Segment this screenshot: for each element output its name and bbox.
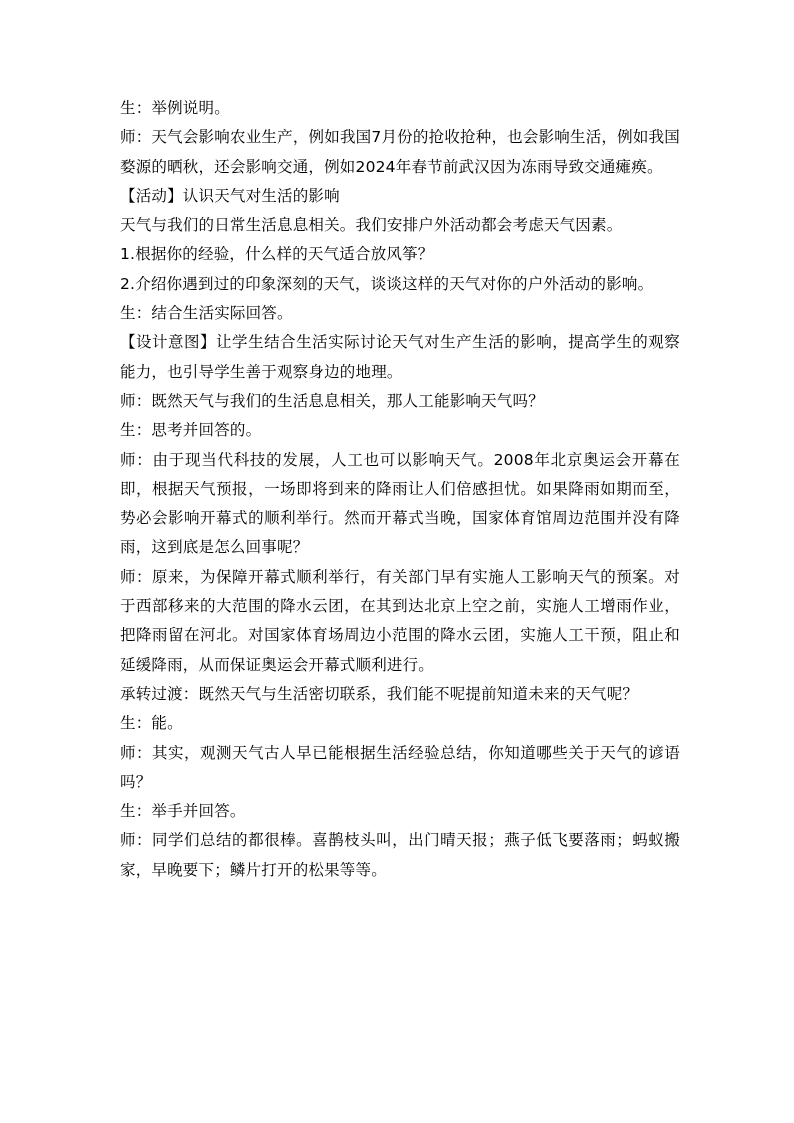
paragraph-activity-intro: 天气与我们的日常生活息息相关。我们安排户外活动都会考虑天气因素。 <box>120 216 623 235</box>
document-body <box>120 94 680 885</box>
paragraph-student-example: 生：举例说明。 <box>120 99 230 117</box>
paragraph-teacher-summary: 师：同学们总结的都很棒。喜鹊枝头叫，出门晴天报；燕子低飞要落雨；蚂蚁搬家，早晚要下；鳞片打开的松果等等。 <box>120 831 680 879</box>
paragraph-student-think: 生：思考并回答的。 <box>120 421 262 440</box>
paragraph-teacher-weather-impact: 师：天气会影响农业生产，例如我国7月份的抢收抢种，也会影响生活，例如我国婺源的晒秋，还会影响交通，例如2024年春节前武汉因为冻雨导致交通瘫痪。 <box>120 128 680 176</box>
paragraph-teacher-explanation: 师：原来，为保障开幕式顺利举行，有关部门早有实施人工影响天气的预案。对于西部移来的大范围的降水云团，在其到达北京上空之前，实施人工增雨作业，把降雨留在河北。对国家体育场周边小范围的降水云团，实施人工干预，阻止和延缓降雨，从而保证奥运会开幕式顺利进行。 <box>120 567 680 674</box>
paragraph-teacher-olympics: 师：由于现当代科技的发展，人工也可以影响天气。2008年北京奥运会开幕在即，根据天气预报，一场即将到来的降雨让人们倍感担忧。如果降雨如期而至，势必会影响开幕式的顺利举行。然而开幕式当晚，国家体育馆周边范围并没有降雨，这到底是怎么回事呢？ <box>120 450 680 557</box>
paragraph-teacher-proverbs: 师：其实，观测天气古人早已能根据生活经验总结，你知道哪些关于天气的谚语吗？ <box>120 743 680 791</box>
paragraph-student-raise-hand: 生：举手并回答。 <box>120 802 246 821</box>
paragraph-student-yes: 生：能。 <box>120 714 183 733</box>
paragraph-question-1: 1.根据你的经验，什么样的天气适合放风筝？ <box>120 245 434 264</box>
paragraph-teacher-question: 师：既然天气与我们的生活息息相关，那人工能影响天气吗？ <box>120 391 544 410</box>
paragraph-student-answer: 生：结合生活实际回答。 <box>120 304 293 323</box>
paragraph-transition: 承转过渡：既然天气与生活密切联系，我们能不呢提前知道未来的天气呢？ <box>120 684 639 703</box>
paragraph-activity-heading: 【活动】认识天气对生活的影响 <box>120 186 340 205</box>
paragraph-question-2: 2.介绍你遇到过的印象深刻的天气，谈谈这样的天气对你的户外活动的影响。 <box>120 274 654 293</box>
paragraph-design-intent: 【设计意图】让学生结合生活实际讨论天气对生产生活的影响，提高学生的观察能力，也引导学生善于观察身边的地理。 <box>120 333 680 381</box>
